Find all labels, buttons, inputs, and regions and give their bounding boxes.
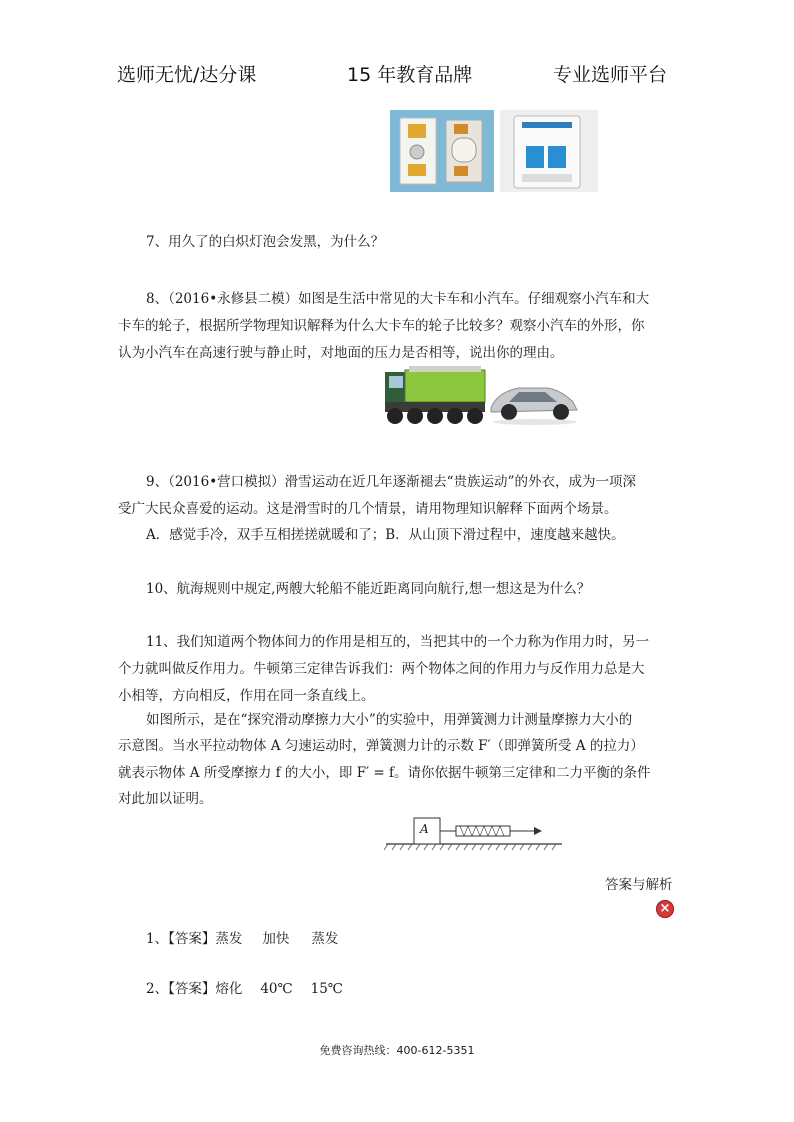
question-11-line-1: 11、我们知道两个物体间力的作用是相互的，当把其中的一个力称为作用力时，另一 (146, 634, 650, 650)
header-right-slogan: 专业选师平台 (553, 64, 668, 86)
question-11-line-7: 对此加以证明。 (118, 791, 213, 807)
question-9-line-2: 受广大民众喜爱的运动。这是滑雪时的几个情景，请用物理知识解释下面两个场景。 (118, 501, 618, 517)
question-11-line-3: 小相等，方向相反，作用在同一条直线上。 (118, 688, 375, 704)
header-center-slogan: 15 年教育品牌 (347, 64, 473, 86)
question-10: 10、航海规则中规定,两艘大轮船不能近距离同向航行,想一想这是为什么？ (146, 581, 591, 597)
question-8-line-3: 认为小汽车在高速行驶与静止时，对地面的压力是否相等，说出你的理由。 (118, 345, 564, 361)
question-11-line-2: 个力就叫做反作用力。牛顿第三定律告诉我们：两个物体之间的作用力与反作用力总是大 (118, 661, 645, 677)
question-7: 7、用久了的白炽灯泡会发黑，为什么？ (146, 234, 385, 250)
close-icon[interactable]: × (656, 900, 674, 918)
question-11-line-5: 示意图。当水平拉动物体 A 匀速运动时，弹簧测力计的示数 F′（即弹簧所受 A 的拉力） (118, 738, 644, 754)
question-9-line-3: A．感觉手冷，双手互相搓搓就暖和了；B．从山顶下滑过程中，速度越来越快。 (146, 527, 625, 543)
answer-2: 2、【答案】熔化 40℃ 15℃ (146, 981, 343, 997)
question-9-line-1: 9、（2016•营口模拟）滑雪运动在近几年逐渐褪去“贵族运动”的外衣，成为一项深 (146, 474, 636, 490)
answers-title: 答案与解析 (605, 877, 673, 893)
question-8-line-1: 8、（2016•永修县二模）如图是生活中常见的大卡车和小汽车。仔细观察小汽车和大 (146, 291, 650, 307)
figure-block-label: A (420, 822, 429, 836)
friction-experiment-figure (384, 814, 564, 856)
header-left-brand: 选师无忧/达分课 (117, 64, 257, 86)
question-11-line-4: 如图所示，是在“探究滑动摩擦力大小”的实验中，用弹簧测力计测量摩擦力大小的 (146, 712, 633, 728)
question-8-line-2: 卡车的轮子，根据所学物理知识解释为什么大卡车的轮子比较多？观察小汽车的外形，你 (118, 318, 645, 334)
answer-1: 1、【答案】蒸发 加快 蒸发 (146, 931, 339, 947)
switch-breaker-image (390, 110, 598, 192)
footer-hotline: 免费咨询热线：400-612-5351 (319, 1044, 475, 1057)
truck-and-car-image (385, 364, 581, 428)
question-11-line-6: 就表示物体 A 所受摩擦力 f 的大小，即 F′ = f。请你依据牛顿第三定律和二力平衡的条件 (118, 765, 651, 781)
